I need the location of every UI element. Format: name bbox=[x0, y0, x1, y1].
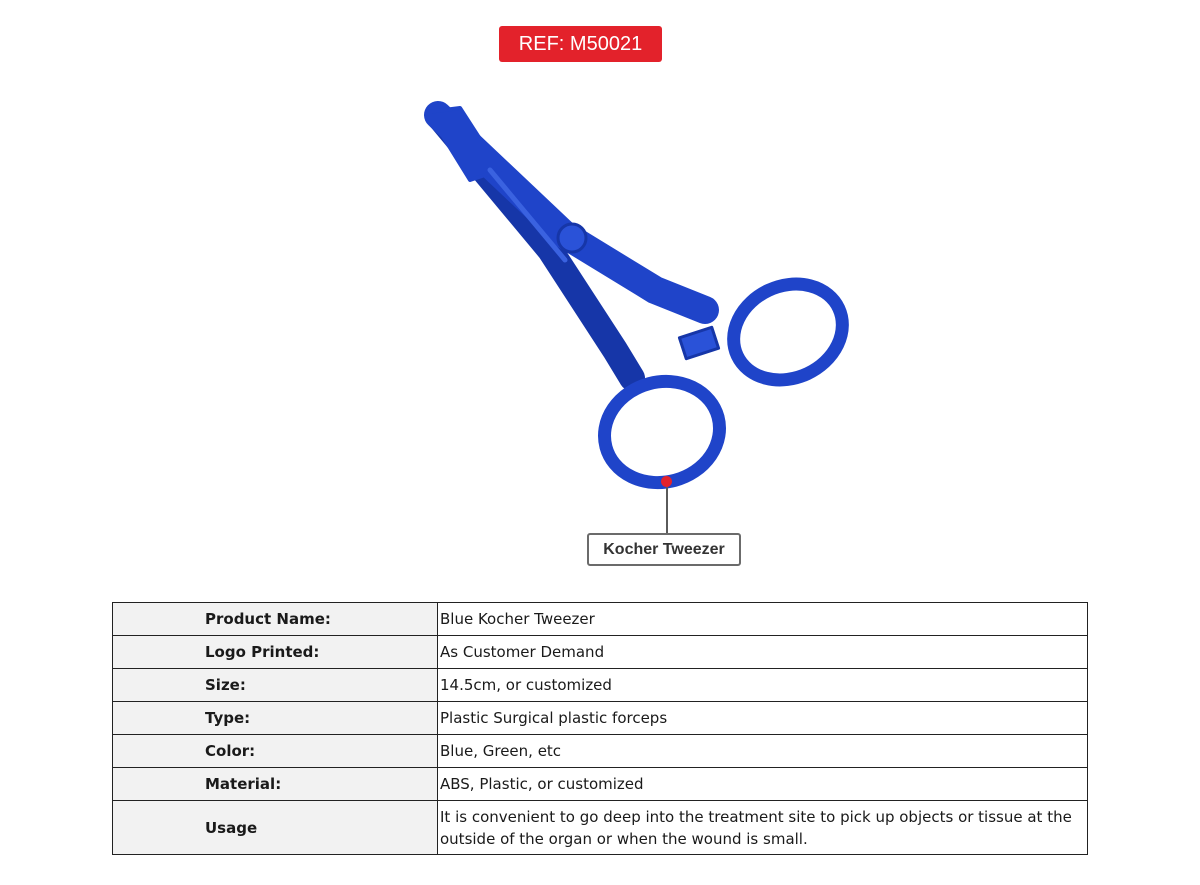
spec-key: Size: bbox=[113, 669, 438, 702]
spec-key: Material: bbox=[113, 768, 438, 801]
callout-dot bbox=[661, 476, 672, 487]
ref-badge: REF: M50021 bbox=[499, 26, 662, 62]
table-row bbox=[113, 702, 1088, 735]
spec-value: 14.5cm, or customized bbox=[438, 669, 1088, 702]
tweezer-right-ring bbox=[718, 267, 858, 398]
table-row bbox=[113, 801, 1088, 855]
table-row bbox=[113, 669, 1088, 702]
spec-key: Product Name: bbox=[113, 603, 438, 636]
spec-value: As Customer Demand bbox=[438, 636, 1088, 669]
spec-value: Plastic Surgical plastic forceps bbox=[438, 702, 1088, 735]
spec-value: Blue, Green, etc bbox=[438, 735, 1088, 768]
callout-label: Kocher Tweezer bbox=[587, 533, 741, 566]
spec-value: It is convenient to go deep into the treatment site to pick up objects or tissue at the outside of the organ or when the wound is small. bbox=[438, 801, 1088, 855]
table-row bbox=[113, 636, 1088, 669]
tweezer-pivot bbox=[558, 224, 586, 252]
spec-key: Color: bbox=[113, 735, 438, 768]
table-row bbox=[113, 603, 1088, 636]
tweezer-ratchet bbox=[679, 327, 718, 358]
table-row bbox=[113, 735, 1088, 768]
spec-key: Type: bbox=[113, 702, 438, 735]
spec-table bbox=[112, 602, 1088, 855]
spec-value: Blue Kocher Tweezer bbox=[438, 603, 1088, 636]
table-row bbox=[113, 768, 1088, 801]
spec-value: ABS, Plastic, or customized bbox=[438, 768, 1088, 801]
spec-key: Usage bbox=[113, 801, 438, 855]
spec-key: Logo Printed: bbox=[113, 636, 438, 669]
callout-line bbox=[666, 482, 668, 534]
kocher-tweezer-image bbox=[400, 100, 870, 500]
